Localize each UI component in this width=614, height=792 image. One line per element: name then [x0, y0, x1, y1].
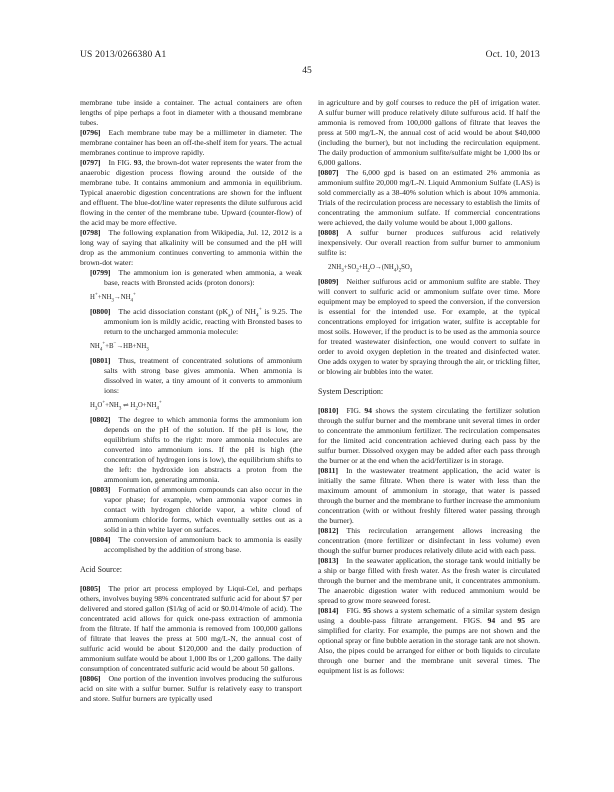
paragraph: [0800] The acid dissociation constant $(pK_a)$ of $NH_4^+$ is 9.25. The ammonium ion is mildly acidic, reacting with Bronsted bases to return to the uncharged ammonia molecule:	[90, 306, 302, 336]
right-column	[318, 98, 540, 704]
page-number: 45	[302, 66, 312, 76]
paragraph: [0799] The ammonium ion is generated when ammonia, a weak base, reacts with Bronsted acids (proton donors):	[90, 268, 302, 287]
paragraph-number: [0808]	[318, 228, 339, 237]
chemical-formula: $2NH_3+SO_2+H_2O\to(NH_4)_2SO_3$	[328, 264, 413, 274]
paragraph-continuation: in agriculture and by golf courses to reduce the pH of irrigation water. A sulfur burner will produce relatively dilute sulfurous acid. If half the ammonia is removed from 100,000 gallons of filtrate that leaves the press at 500 mg/L-N, the annual cost of acid would be about $40,000 (including the burner), but not including the recirculation equipment. The daily production of ammonium sulfite/sulfate might be 1,000 lbs or 6,000 gallons.	[318, 98, 540, 167]
page-body	[0, 76, 614, 704]
paragraph-number: [0797]	[80, 158, 101, 167]
publication-date: Oct. 10, 2013	[485, 50, 540, 60]
paragraph-number: [0805]	[80, 584, 101, 593]
page-header	[0, 0, 614, 60]
paragraph: [0797] In FIG. 93, the brown-dot water represents the water from the anaerobic digestion process flowing around the outside of the membrane tube. It contains ammonium and ammonia in equilibrium. Typical anaerobic digestion concentrations are shown for the influent and effluent. The blue-dot/line water represents the dilute sulfurous acid flowing in the center of the membrane tube. Upward (counter-flow) of the acid may be more effective.	[80, 158, 303, 227]
paragraph: [0808] A sulfur burner produces sulfurous acid relatively inexpensively. Our overall reaction from sulfur burner to ammonium sulfite is:	[318, 228, 540, 257]
paragraph-number: [0799]	[90, 268, 111, 277]
patent-number: US 2013/0266380 A1	[80, 50, 167, 60]
paragraph: [0814] FIG. 95 shows a system schematic of a similar system design using a double-pass filtrate arrangement. FIGS. 94 and 95 are simplified for clarity. For example, the pumps are not shown and the optional spray or fine bubble aeration in the storage tank are not shown. Also, the pipes could be arranged for either or both liquids to circulate through one burner and the membrane unit several times. The equipment list is as follows:	[318, 606, 540, 675]
paragraph-number: [0806]	[80, 674, 101, 683]
paragraph-number: [0814]	[318, 606, 339, 615]
paragraph: [0803] Formation of ammonium compounds can also occur in the vapor phase; for example, when ammonia vapor comes in contact with hydrogen chloride vapor, a white cloud of ammonium chloride forms, which eventually settles out as a solid in a thin white layer on surfaces.	[90, 485, 302, 534]
paragraph: [0811] In the wastewater treatment application, the acid water is initially the same filtrate. When there is water with less than the maximum amount of ammonium in storage, that water is passed through the burner and the membrane to further increase the ammonium concentration (with or without freshly filtered water passing through the burner).	[318, 466, 541, 525]
paragraph-continuation: membrane tube inside a container. The actual containers are often lengths of pipe perhaps a foot in diameter with a thousand membrane tubes.	[80, 98, 302, 127]
paragraph-number: [0802]	[90, 415, 111, 424]
paragraph-number: [0800]	[90, 307, 111, 316]
left-column	[80, 98, 302, 704]
paragraph: [0813] In the seawater application, the storage tank would initially be a ship or barge filled with fresh water. As the fresh water is circulated through the burner and the membrane unit, it concentrates ammonium. The anaerobic digestion water with reduced ammonium would be spread to grow more seaweed forest.	[318, 556, 540, 605]
paragraph-number: [0801]	[90, 356, 111, 365]
paragraph-number: [0809]	[318, 277, 339, 286]
paragraph-number: [0811]	[318, 466, 339, 475]
paragraph: [0796] Each membrane tube may be a millimeter in diameter. The membrane container has been an off-the-shelf item for years. The actual membranes continue to improve rapidly.	[80, 128, 302, 157]
paragraph: [0804] The conversion of ammonium back to ammonia is easily accomplished by the addition of strong base.	[90, 535, 302, 554]
chemical-formula: $NH_4^++B^-\to HB+NH_3$	[90, 341, 149, 353]
paragraph: [0807] The 6,000 gpd is based on an estimated 2% ammonia as ammonium sulfite 20,000 mg/L-N. Liquid Ammonium Sulfate (LAS) is sold commercially as a 38-40% solution which is about 10% ammonia. Trials of the recirculation process are necessary to establish the limits of concentrating the ammonium sulfate. If commercial concentrations were achieved, the daily volume would be about 1,000 gallons.	[318, 168, 540, 227]
paragraph-number: [0813]	[318, 556, 339, 565]
chemical-formula: $H_3O^++NH_3$ ⇌ $H_2O+NH_4^+$	[90, 400, 162, 412]
paragraph: [0801] Thus, treatment of concentrated solutions of ammonium salts with strong base gives ammonia. When ammonia is dissolved in water, a tiny amount of it converts to ammonium ions:	[90, 356, 302, 395]
paragraph: [0810] FIG. 94 shows the system circulating the fertilizer solution through the sulfur burner and the membrane unit several times in order to concentrate the ammonium fertilizer. The recirculation compensates for the limited acid concentration achieved during each pass by the sulfur burner. Dissolved oxygen may be added after each pass through the burner or at the end when the acid/fertilizer is in storage.	[318, 406, 541, 465]
paragraph: [0812] This recirculation arrangement allows increasing the concentration (more fertilizer or disinfectant in less volume) even though the sulfur burner produces relatively dilute acid with each pass.	[318, 526, 540, 555]
paragraph-number: [0796]	[80, 128, 101, 137]
paragraph: [0809] Neither sulfurous acid or ammonium sulfite are stable. They will convert to sulfuric acid or ammonium sulfate over time. More equipment may be employed to speed the conversion, if the conversion is essential for the intended use. For example, at the typical concentrations employed for irrigation water, sulfite is acceptable for most soils. However, if the product is to be used as the ammonia source for treated wastewater disinfection, one would convert to sulfate in order to avoid oxygen depletion in the treated and disinfected water. One adds oxygen to water by spraying through the air, or trickling filter, or blowing air bubbles into the water.	[318, 277, 540, 376]
paragraph-number: [0804]	[90, 535, 111, 544]
paragraph-number: [0812]	[318, 526, 339, 535]
paragraph: [0802] The degree to which ammonia forms the ammonium ion depends on the pH of the solution. If the pH is low, the equilibrium shifts to the right: more ammonia molecules are converted into ammonium ions. If the pH is high (the concentration of hydrogen ions is low), the equilibrium shifts to the left: the hydroxide ion abstracts a proton from the ammonium ion, generating ammonia.	[90, 415, 302, 484]
section-heading: System Description:	[318, 387, 384, 396]
paragraph-number: [0810]	[318, 406, 339, 415]
paragraph-number: [0807]	[318, 168, 339, 177]
paragraph-number: [0803]	[90, 485, 111, 494]
paragraph: [0806] One portion of the invention involves producing the sulfurous acid on site with a sulfur burner. Sulfur is relatively easy to transport and store. Sulfur burners are typically used	[80, 674, 302, 703]
chemical-formula: $H^++NH_3\to NH_4^+$	[90, 292, 136, 304]
section-heading: Acid Source:	[80, 565, 122, 574]
paragraph-number: [0798]	[80, 228, 101, 237]
paragraph: [0805] The prior art process employed by Liqui-Cel, and perhaps others, involves buying 98% concentrated sulfuric acid for about $7 per delivered and stored gallon ($1/kg of acid or $0.014/mole of acid). The concentrated acid allows for quick one-pass extraction of ammonia from the filtrate. If half the ammonia is removed from 100,000 gallons of filtrate that leaves the press at 500 mg/L-N, the annual cost of sulfuric acid would be about $120,000 and the daily production of ammonium sulfate would be about 1,000 lbs or 1,200 gallons. The daily consumption of concentrated sulfuric acid would be about 50 gallons.	[80, 584, 302, 673]
paragraph: [0798] The following explanation from Wikipedia, Jul. 12, 2012 is a long way of saying that alkalinity will be consumed and the pH will drop as the ammonium continues converting to ammonia within the brown-dot water:	[80, 228, 302, 267]
